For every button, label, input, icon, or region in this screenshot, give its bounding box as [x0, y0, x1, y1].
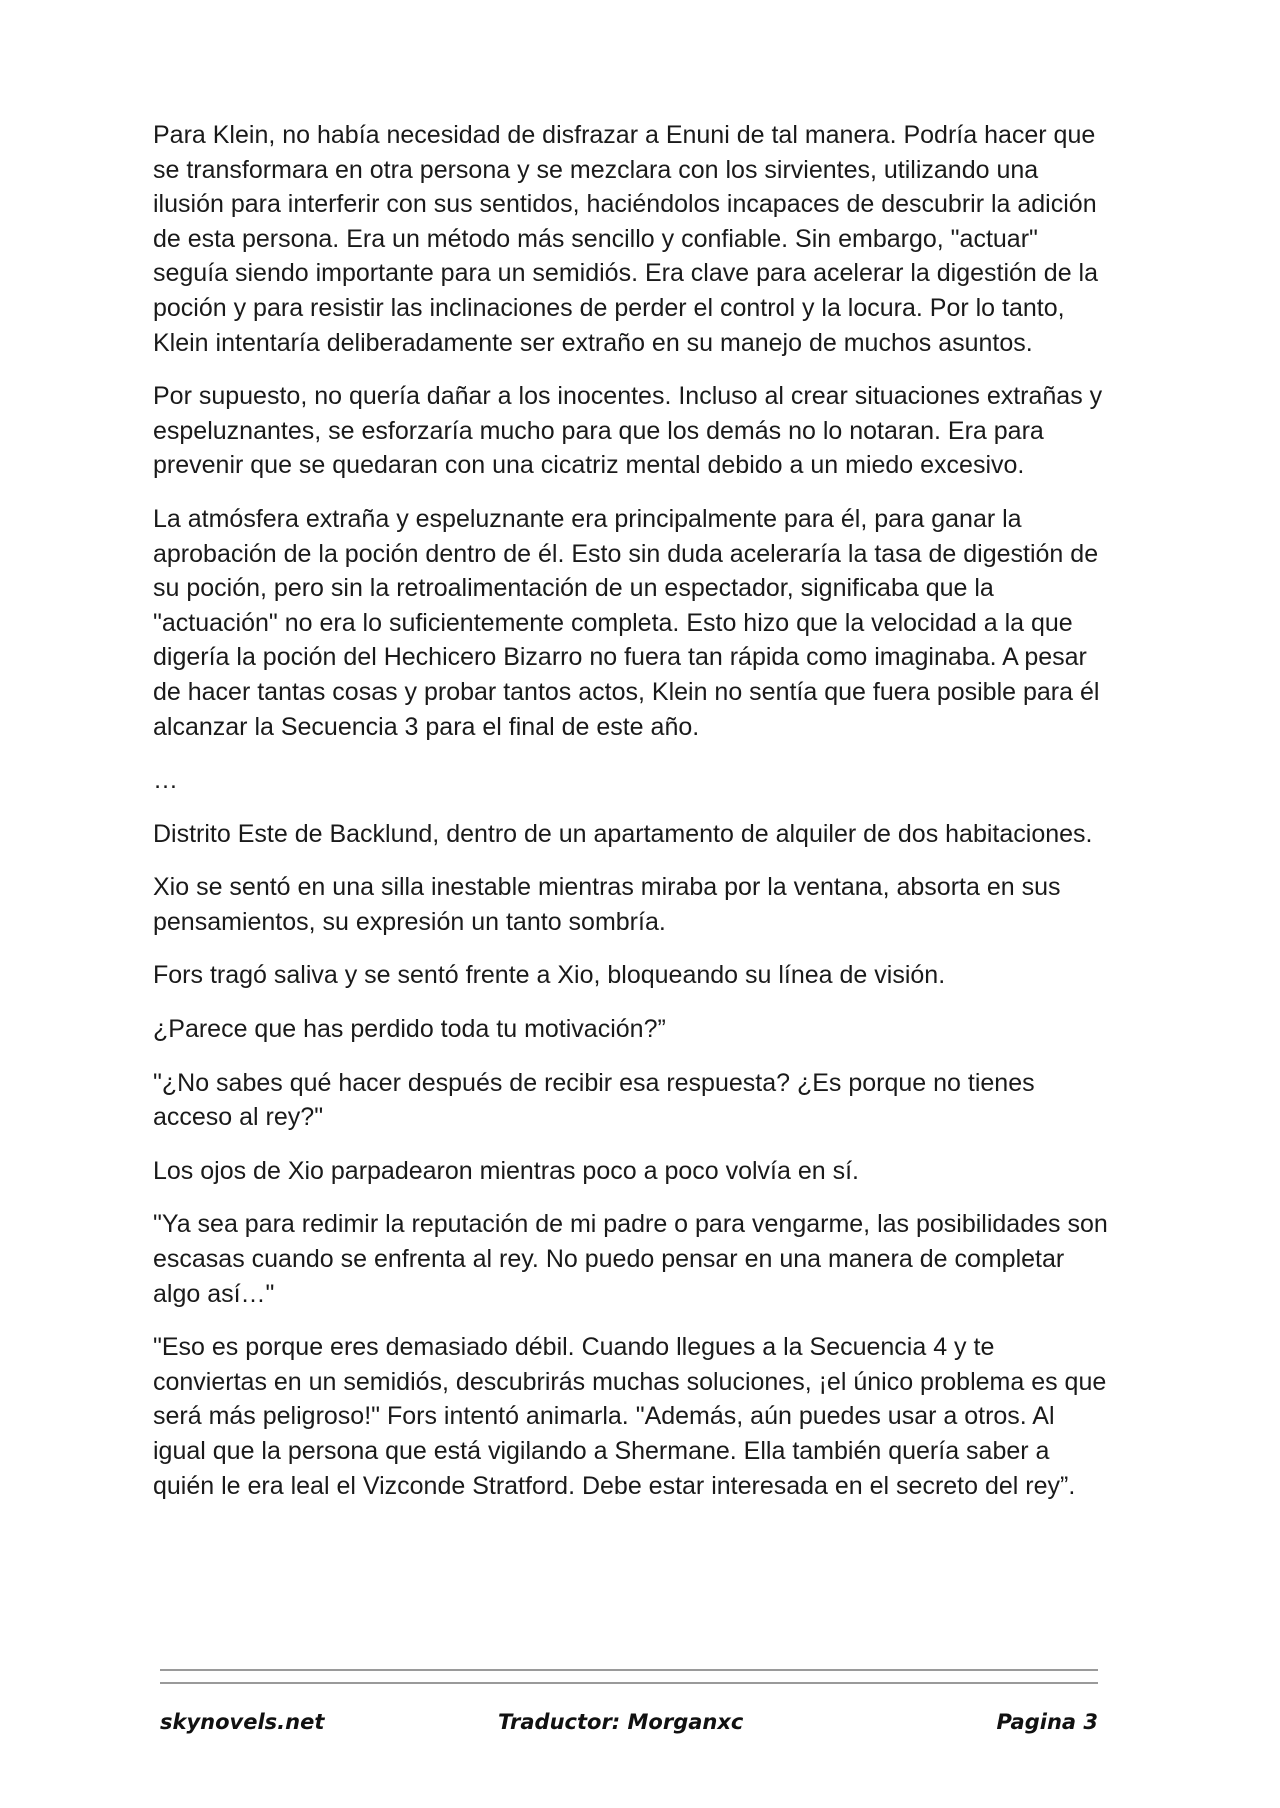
- paragraph-8: "¿No sabes qué hacer después de recibir esa respuesta? ¿Es porque no tienes acceso al rey?": [153, 1068, 1035, 1132]
- scene-break: …: [153, 766, 178, 795]
- paragraph-4: Distrito Este de Backlund, dentro de un apartamento de alquiler de dos habitaciones.: [153, 819, 1093, 848]
- footer-divider-bottom: [160, 1682, 1098, 1684]
- paragraph-5: Xio se sentó en una silla inestable mientras miraba por la ventana, absorta en sus pensamientos, su expresión un tanto sombría.: [153, 873, 1061, 936]
- paragraph-10: "Ya sea para redimir la reputación de mi padre o para vengarme, las posibilidades son escasas cuando se enfrenta al rey. No puedo pensar en una manera de completar algo así…": [153, 1210, 1108, 1308]
- paragraph-11: "Eso es porque eres demasiado débil. Cuando llegues a la Secuencia 4 y te conviertas en un semidiós, descubrirás muchas soluciones, ¡el único problema es que será más peligroso!" Fors intentó animarla. "Además, aún puedes usar a otros. Al igual que la persona que está vigilando a Shermane. Ella también quería saber a quién le era leal el Vizconde Stratford. Debe estar interesada en el secreto del rey”.: [153, 1333, 1107, 1500]
- paragraph-9: Los ojos de Xio parpadearon mientras poco a poco volvía en sí.: [153, 1156, 859, 1185]
- footer-site: skynovels.net: [160, 1710, 325, 1734]
- footer-divider-top: [160, 1669, 1098, 1671]
- footer-translator: Traductor: Morganxc: [498, 1710, 744, 1734]
- paragraph-3: La atmósfera extraña y espeluznante era principalmente para él, para ganar la aprobación de la poción dentro de él. Esto sin duda aceleraría la tasa de digestión de su poción, pero sin la retroalimentación de un espectador, significaba que la "actuación" no era lo suficientemente completa. Esto hizo que la velocidad a la que digería la poción del Hechicero Bizarro no fuera tan rápida como imaginaba. A pesar de hacer tantas cosas y probar tantos actos, Klein no sentía que fuera posible para él alcanzar la Secuencia 3 para el final de este año.: [153, 504, 1100, 741]
- paragraph-6: Fors tragó saliva y se sentó frente a Xio, bloqueando su línea de visión.: [153, 961, 946, 990]
- paragraph-7: ¿Parece que has perdido toda tu motivación?”: [153, 1015, 666, 1044]
- footer-page-number: Pagina 3: [996, 1710, 1098, 1734]
- body-text: [153, 118, 1113, 1522]
- paragraph-2: Por supuesto, no quería dañar a los inocentes. Incluso al crear situaciones extrañas y espeluznantes, se esforzaría mucho para que los demás no lo notaran. Era para prevenir que se quedaran con una cicatriz mental debido a un miedo excesivo.: [153, 382, 1103, 480]
- page-footer: [160, 1710, 1098, 1746]
- paragraph-1: Para Klein, no había necesidad de disfrazar a Enuni de tal manera. Podría hacer que se transformara en otra persona y se mezclara con los sirvientes, utilizando una ilusión para interferir con sus sentidos, haciéndolos incapaces de descubrir la adición de esta persona. Era un método más sencillo y confiable. Sin embargo, "actuar" seguía siendo importante para un semidiós. Era clave para acelerar la digestión de la poción y para resistir las inclinaciones de perder el control y la locura. Por lo tanto, Klein intentaría deliberadamente ser extraño en su manejo de muchos asuntos.: [153, 121, 1098, 357]
